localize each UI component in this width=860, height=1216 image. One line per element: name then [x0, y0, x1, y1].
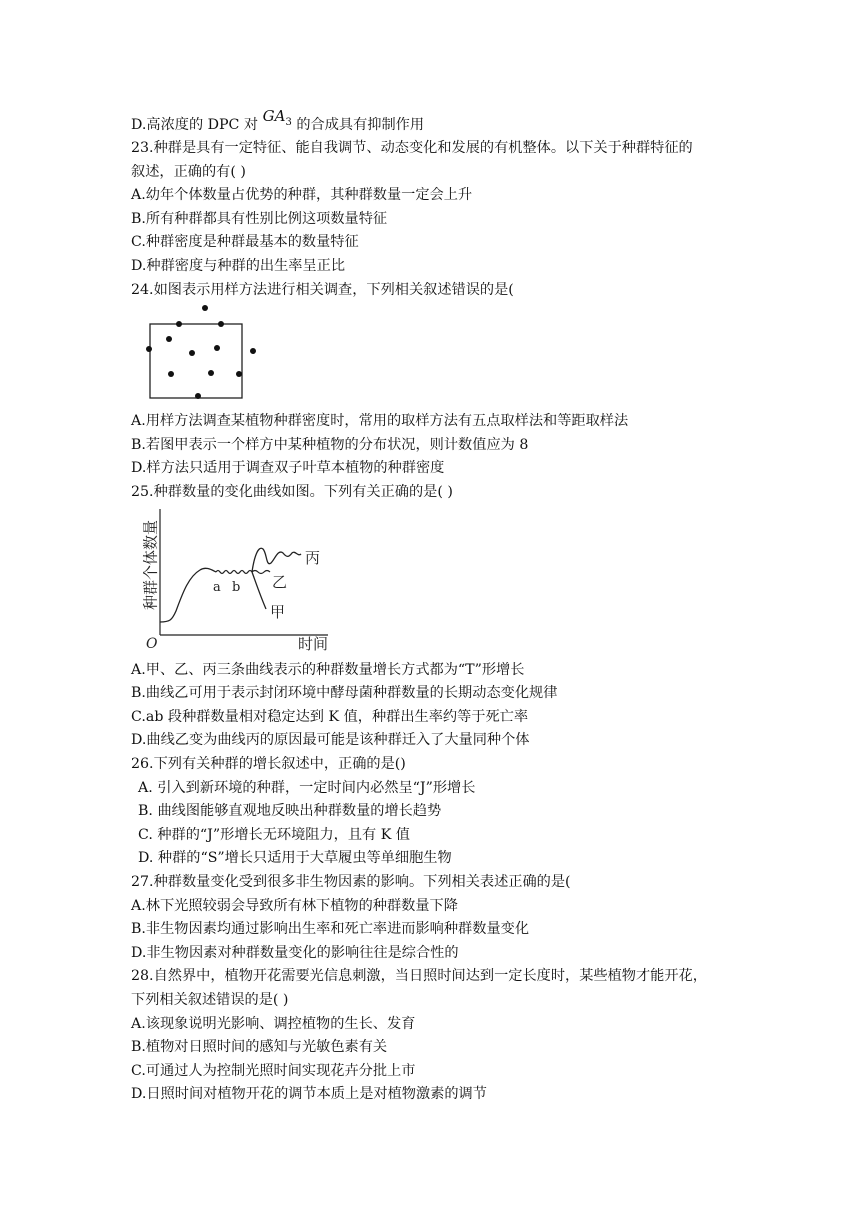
q24-option-d: D.样方法只适用于调查双子叶草本植物的种群密度 — [131, 460, 445, 476]
q25-option-b: B.曲线乙可用于表示封闭环境中酵母菌种群数量的长期动态变化规律 — [131, 685, 558, 701]
ga3-formula: $GA_3$ — [262, 107, 292, 128]
q28-stem-line1: 28.自然界中，植物开花需要光信息刺激，当日照时间达到一定长度时，某些植物才能开花， — [131, 968, 707, 984]
curve-bing — [252, 548, 301, 572]
curve-jia-label: 甲 — [270, 603, 286, 621]
population-curve-figure — [140, 503, 340, 655]
q25-option-d: D.曲线乙变为曲线丙的原因最可能是该种群迁入了大量同种个体 — [131, 732, 530, 748]
q27-option-a: A.林下光照较弱会导致所有林下植物的种群数量下降 — [131, 898, 458, 914]
plant-dot — [195, 393, 201, 399]
plant-dot — [176, 321, 182, 327]
q28-option-c: C.可通过人为控制光照时间实现花卉分批上市 — [131, 1063, 416, 1079]
plant-dot — [208, 370, 214, 376]
x-axis-label: 时间 — [298, 635, 329, 653]
plant-dot — [146, 346, 152, 352]
q23-option-b: B.所有种群都具有性别比例这项数量特征 — [131, 211, 388, 227]
plant-dot — [236, 371, 242, 377]
plant-dot — [166, 336, 172, 342]
q24-stem: 24.如图表示用样方法进行相关调查，下列相关叙述错误的是( — [131, 282, 514, 298]
curve-yi — [252, 571, 270, 574]
q23-option-a: A.幼年个体数量占优势的种群，其种群数量一定会上升 — [131, 187, 473, 203]
quadrat-figure — [140, 302, 265, 402]
q24-option-a: A.用样方法调查某植物种群密度时，常用的取样方法有五点取样法和等距取样法 — [131, 413, 629, 429]
q25-stem: 25.种群数量的变化曲线如图。下列有关正确的是( ) — [131, 484, 453, 500]
q26-option-d: D. 种群的“S”增长只适用于大草履虫等单细胞生物 — [138, 850, 452, 866]
q28-option-d: D.日照时间对植物开花的调节本质上是对植物激素的调节 — [131, 1086, 487, 1102]
plant-dot — [214, 345, 220, 351]
q26-option-c: C. 种群的“J”形增长无环境阻力，且有 K 值 — [138, 827, 410, 843]
point-a-label: a — [213, 580, 221, 595]
q27-option-d: D.非生物因素对种群数量变化的影响往往是综合性的 — [131, 945, 459, 961]
q26-option-b: B. 曲线图能够直观地反映出种群数量的增长趋势 — [138, 803, 442, 819]
q25-option-c: C.ab 段种群数量相对稳定达到 K 值，种群出生率约等于死亡率 — [131, 709, 529, 725]
q22-option-d: D.高浓度的 DPC 对 $GA_3$ 的合成具有抑制作用 — [131, 107, 425, 133]
curve-bing-label: 丙 — [305, 549, 321, 567]
curve-yi-label: 乙 — [272, 573, 288, 591]
q28-option-a: A.该现象说明光影响、调控植物的生长、发育 — [131, 1016, 416, 1032]
y-axis-label: 种群个体数量 — [141, 519, 160, 611]
q27-stem: 27.种群数量变化受到很多非生物因素的影响。下列相关表述正确的是( — [131, 874, 571, 890]
q23-stem-line1: 23.种群是具有一定特征、能自我调节、动态变化和发展的有机整体。以下关于种群特征的 — [131, 140, 693, 156]
q26-option-a: A. 引入到新环境的种群，一定时间内必然呈“J”形增长 — [138, 780, 476, 796]
q27-option-b: B.非生物因素均通过影响出生率和死亡率进而影响种群数量变化 — [131, 921, 530, 937]
origin-label: O — [146, 636, 158, 652]
plant-dot — [250, 348, 256, 354]
plant-dot — [189, 350, 195, 356]
q28-option-b: B.植物对日照时间的感知与光敏色素有关 — [131, 1039, 388, 1055]
q24-option-b: B.若图甲表示一个样方中某种植物的分布状况，则计数值应为 8 — [131, 437, 529, 453]
point-b-label: b — [232, 580, 241, 595]
curve-jia — [252, 572, 266, 609]
plant-dot — [202, 305, 208, 311]
plant-dot — [168, 371, 174, 377]
q23-option-d: D.种群密度与种群的出生率呈正比 — [131, 258, 346, 274]
q23-stem-line2: 叙述，正确的有( ) — [131, 164, 246, 180]
q28-stem-line2: 下列相关叙述错误的是( ) — [131, 992, 289, 1008]
q25-option-a: A.甲、乙、丙三条曲线表示的种群数量增长方式都为“T”形增长 — [131, 662, 525, 678]
q26-stem: 26.下列有关种群的增长叙述中，正确的是() — [131, 756, 406, 772]
s-curve — [160, 568, 216, 622]
plant-dot — [218, 321, 224, 327]
ab-segment — [216, 571, 252, 574]
q23-option-c: C.种群密度是种群最基本的数量特征 — [131, 234, 359, 250]
